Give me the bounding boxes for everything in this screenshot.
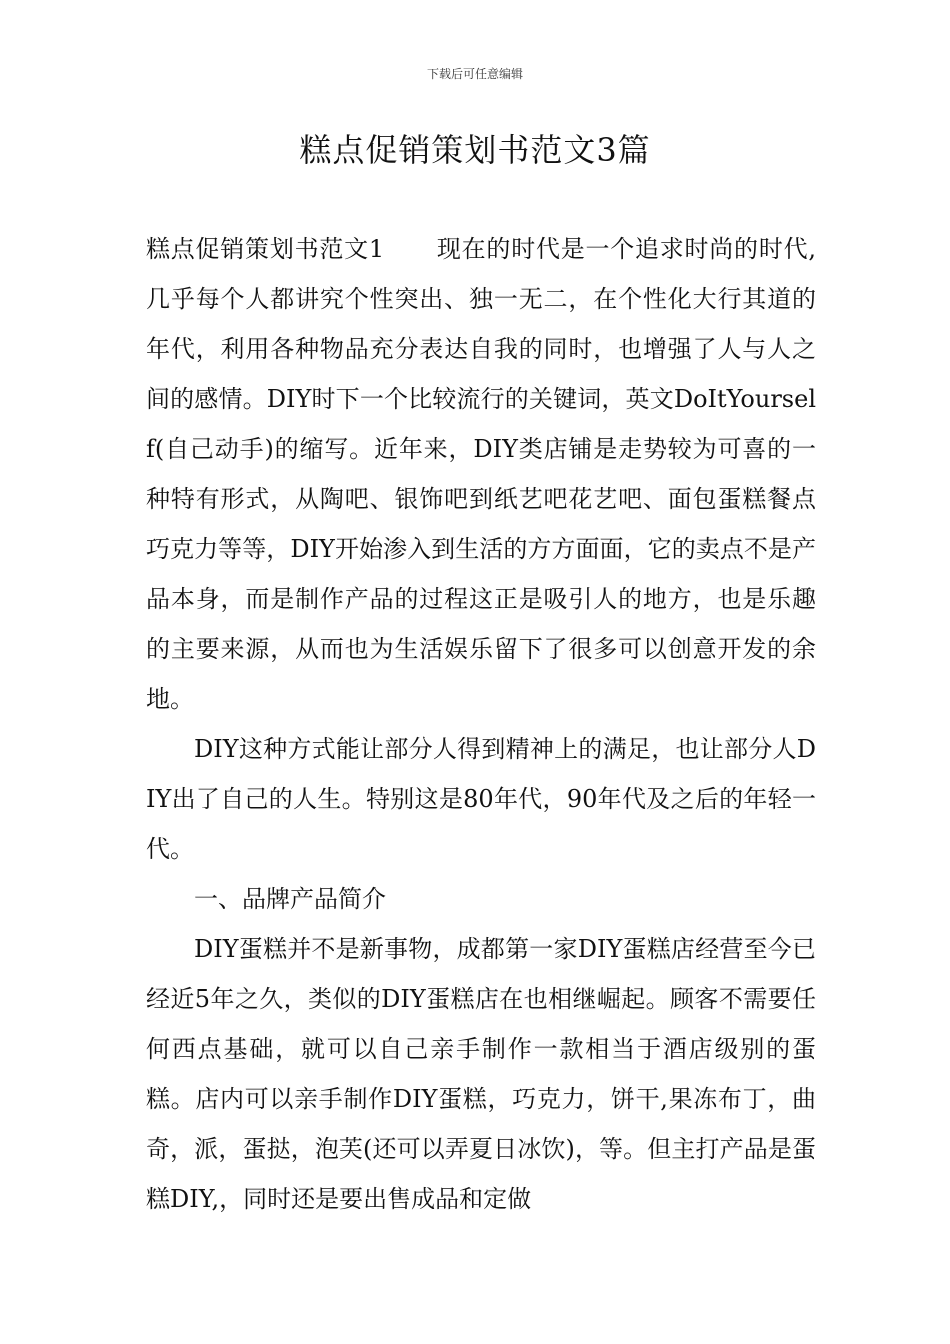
paragraph-3: DIY蛋糕并不是新事物，成都第一家DIY蛋糕店经营至今已经近5年之久，类似的DIY蛋糕店在也相继崛起。顾客不需要任何西点基础，就可以自己亲手制作一款相当于酒店级别的蛋糕。店内可以亲手制作DIY蛋糕，巧克力，饼干,果冻布丁，曲奇，派，蛋挞，泡芙(还可以弄夏日冰饮)，等。但主打产品是蛋糕DIY,，同时还是要出售成品和定做 <box>146 935 816 1213</box>
document-body <box>146 224 816 1224</box>
header-note: 下载后可任意编辑 <box>426 67 523 81</box>
paragraph-intro <box>146 224 816 724</box>
document-title: 糕点促销策划书范文3篇 <box>299 131 651 169</box>
section-heading-1: 糕点促销策划书范文1 <box>146 235 385 263</box>
paragraph-1-text: 现在的时代是一个追求时尚的时代,几乎每个人都讲究个性突出、独一无二，在个性化大行其道的年代，利用各种物品充分表达自我的同时，也增强了人与人之间的感情。DIY时下一个比较流行的关键词，英文DoItYourself(自己动手)的缩写。近年来，DIY类店铺是走势较为可喜的一种特有形式，从陶吧、银饰吧到纸艺吧花艺吧、面包蛋糕餐点巧克力等等，DIY开始渗入到生活的方方面面，它的卖点不是产品本身，而是制作产品的过程这正是吸引人的地方，也是乐趣的主要来源，从而也为生活娱乐留下了很多可以创意开发的余地。 <box>146 235 816 713</box>
subheading-brand-intro: 一、品牌产品简介 <box>194 885 386 913</box>
paragraph-2: DIY这种方式能让部分人得到精神上的满足，也让部分人DIY出了自己的人生。特别这是80年代，90年代及之后的年轻一代。 <box>146 735 816 863</box>
